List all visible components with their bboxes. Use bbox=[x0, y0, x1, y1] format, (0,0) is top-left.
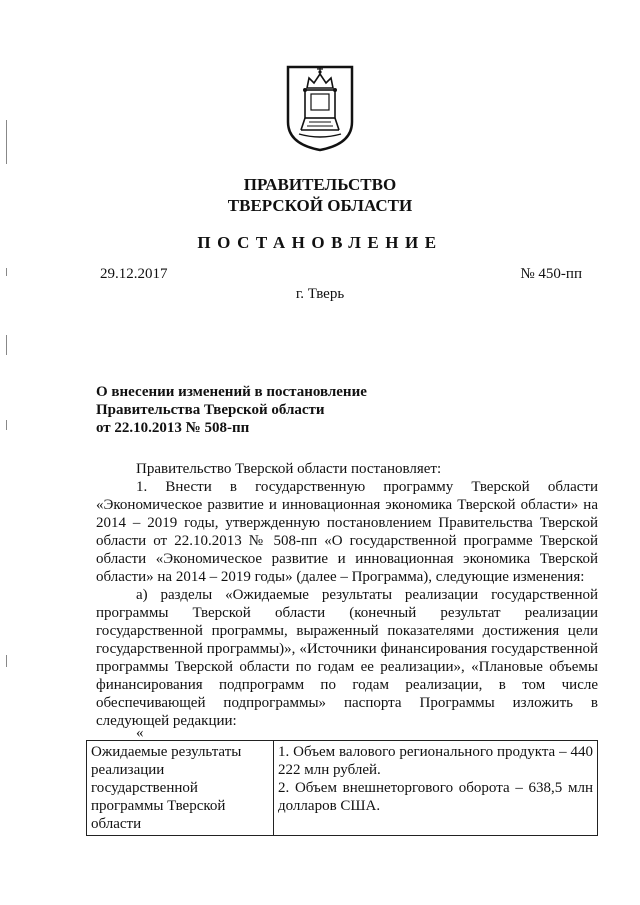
table-cell-label: Ожидаемые результаты реализации государственной программы Тверской области bbox=[87, 741, 274, 836]
document-subject bbox=[96, 383, 367, 437]
scan-mark bbox=[6, 268, 7, 276]
organization-name bbox=[0, 174, 640, 216]
paragraph-2: а) разделы «Ожидаемые результаты реализации государственной программы Тверской области (конечный результат реализации государственной программы, выраженный показателями достижения цели государственной программы)», «Источники финансирования государственной программы Тверской области по годам ее реализации», «Плановые объемы финансирования подпрограмм по годам реализации, в том числе обеспечивающей подпрограммы» паспорта Программы изложить в следующей редакции: bbox=[96, 587, 598, 729]
opening-quote: « bbox=[136, 725, 144, 741]
preamble: Правительство Тверской области постановляет: bbox=[136, 461, 442, 477]
list-item: 1. Объем валового регионального продукта – 440 222 млн рублей. bbox=[278, 744, 593, 778]
coat-of-arms-icon bbox=[285, 64, 355, 152]
document-body bbox=[96, 460, 598, 730]
table-cell-values bbox=[274, 741, 598, 836]
org-line-2: ТВЕРСКОЙ ОБЛАСТИ bbox=[227, 196, 413, 215]
results-table bbox=[86, 740, 598, 836]
scan-mark bbox=[6, 420, 7, 430]
table-row bbox=[87, 741, 598, 836]
document-number: № 450-пп bbox=[520, 266, 582, 282]
document-city: г. Тверь bbox=[295, 286, 345, 302]
org-line-1: ПРАВИТЕЛЬСТВО bbox=[243, 175, 397, 194]
list-item: 2. Объем внешнеторгового оборота – 638,5 млн долларов США. bbox=[278, 780, 593, 814]
scan-mark bbox=[6, 335, 7, 355]
subject-line-2: Правительства Тверской области bbox=[96, 402, 325, 418]
scan-mark bbox=[6, 120, 7, 164]
document-date: 29.12.2017 bbox=[100, 266, 168, 282]
scan-mark bbox=[6, 655, 7, 667]
subject-line-1: О внесении изменений в постановление bbox=[96, 384, 367, 400]
document-type: ПОСТАНОВЛЕНИЕ bbox=[197, 233, 443, 252]
paragraph-1: 1. Внести в государственную программу Тверской области «Экономическое развитие и инновационная экономика Тверской области» на 2014 – 2019 годы, утвержденную постановлением Правительства Тверской области от 22.10.2013 № 508-пп «О государственной программе Тверской области «Экономическое развитие и инновационная экономика Тверской области» на 2014 – 2019 годы» (далее – Программа), следующие изменения: bbox=[96, 479, 598, 585]
subject-line-3: от 22.10.2013 № 508-пп bbox=[96, 420, 250, 436]
